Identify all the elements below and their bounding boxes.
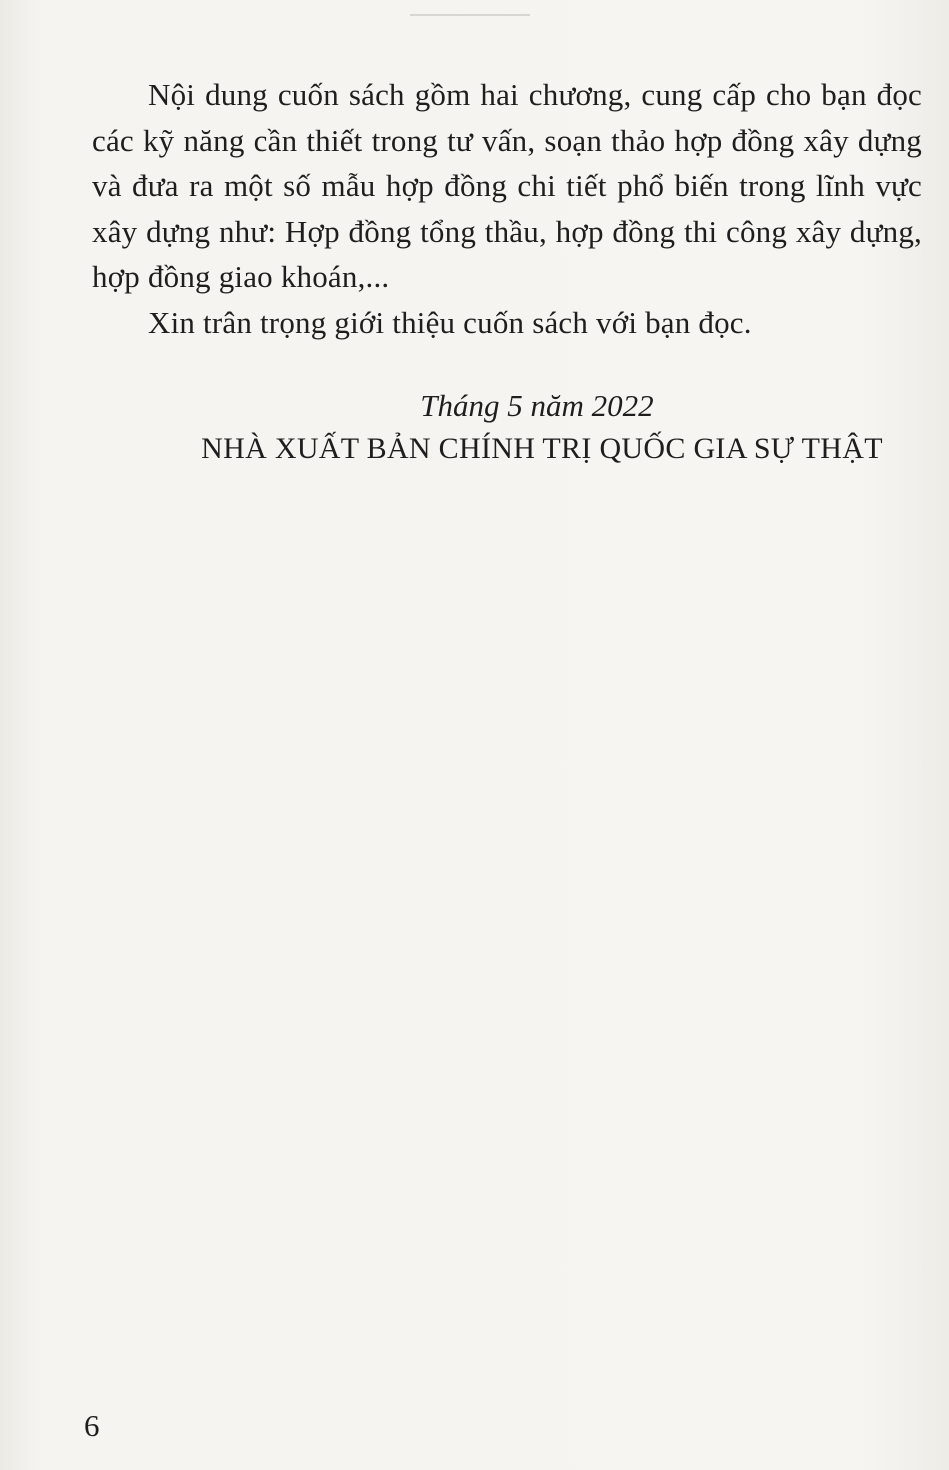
top-divider (410, 14, 530, 16)
paragraph-content-summary: Nội dung cuốn sách gồm hai chương, cung cấp cho bạn đọc các kỹ năng cần thiết trong tư vấn, soạn thảo hợp đồng xây dựng và đưa ra một số mẫu hợp đồng chi tiết phổ biến trong lĩnh vực xây dựng như: Hợp đồng tổng thầu, hợp đồng thi công xây dựng, hợp đồng giao khoán,... (92, 77, 922, 294)
date-line: Tháng 5 năm 2022 (420, 388, 654, 423)
page-number: 6 (84, 1408, 100, 1443)
publisher-name: NHÀ XUẤT BẢN CHÍNH TRỊ QUỐC GIA SỰ THẬT (201, 432, 883, 465)
paragraph-introduction: Xin trân trọng giới thiệu cuốn sách với bạn đọc. (148, 304, 752, 340)
body-text (92, 72, 922, 345)
